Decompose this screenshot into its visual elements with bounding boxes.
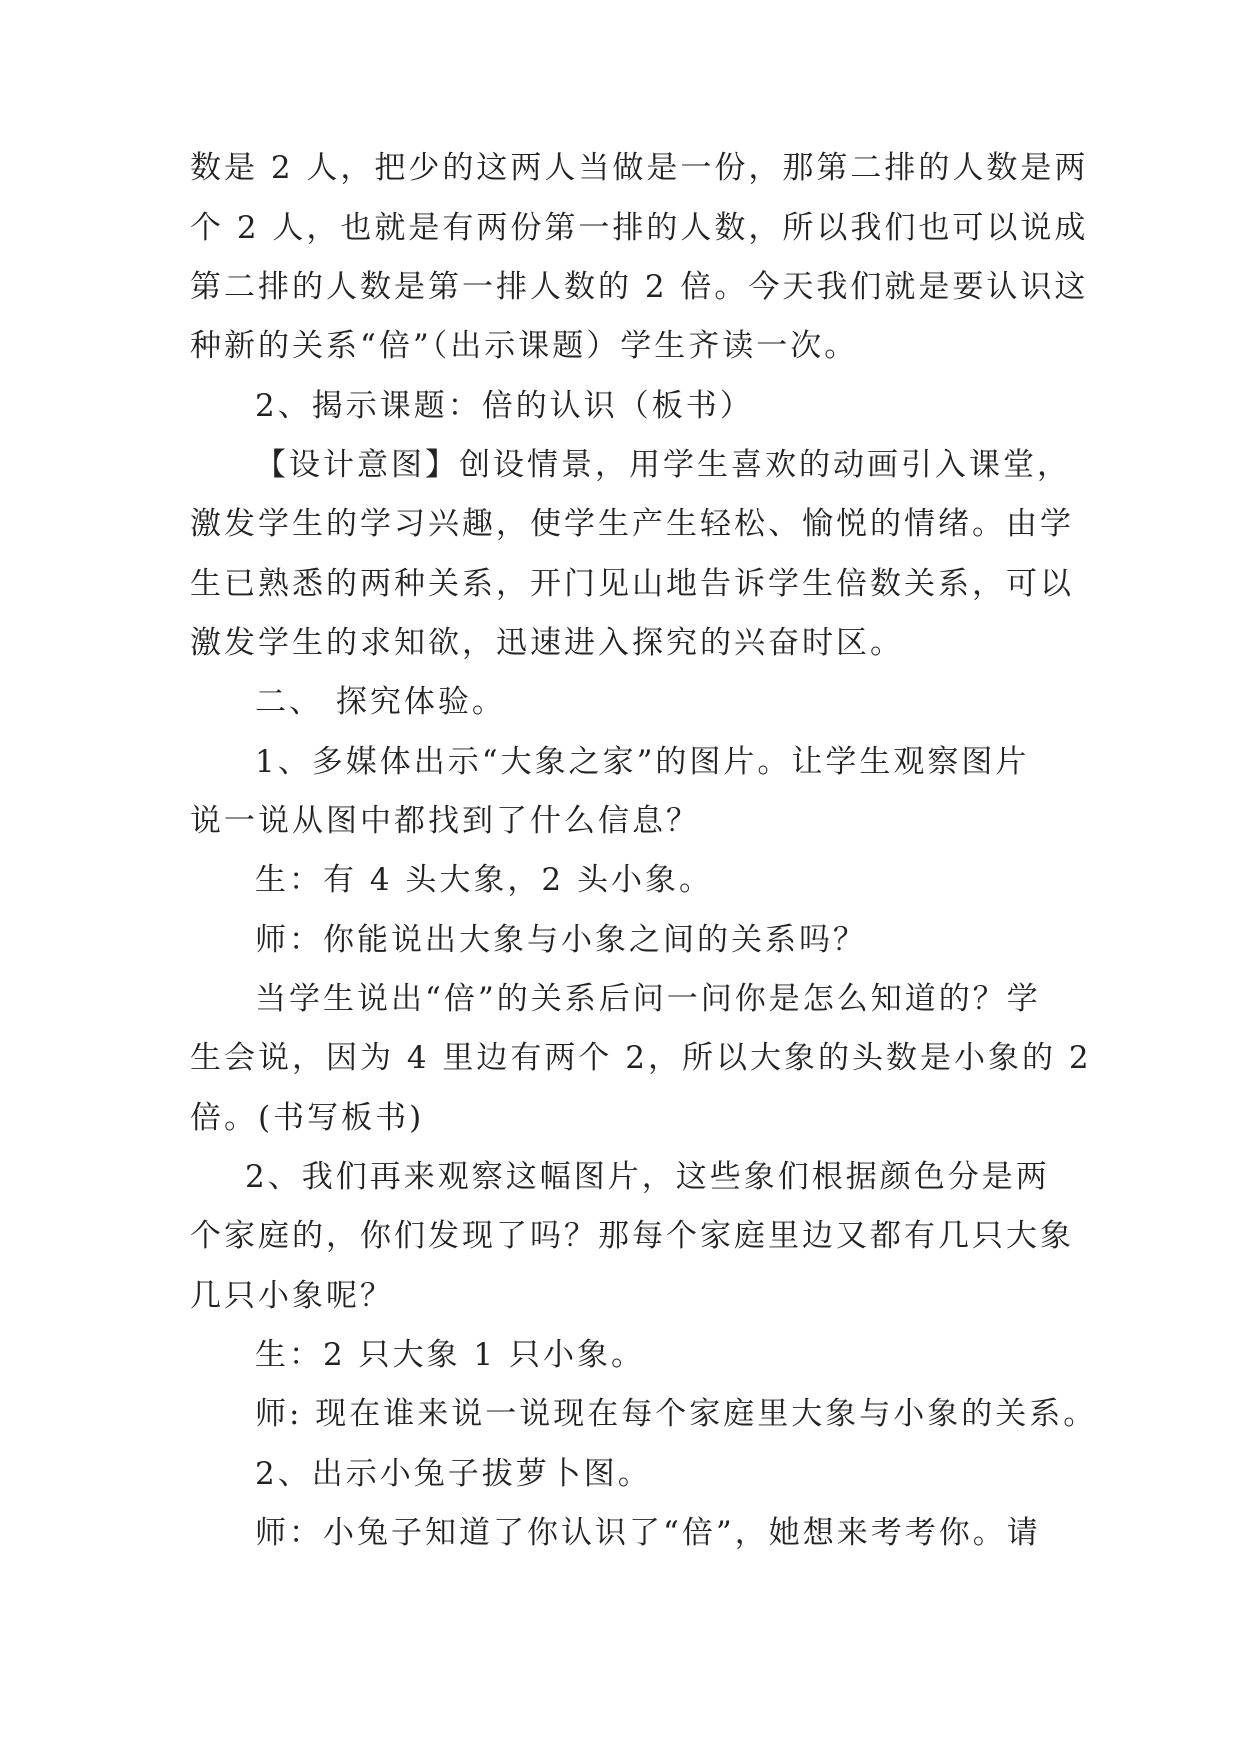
- text-line: 【设计意图】创设情景，用学生喜欢的动画引入课堂，: [255, 447, 1071, 483]
- text-line: 第二排的人数是第一排人数的 2 倍。今天我们就是要认识这: [190, 269, 1089, 305]
- text-line: 个 2 人，也就是有两份第一排的人数，所以我们也可以说成: [190, 210, 1089, 246]
- text-line: 生：2 只大象 1 只小象。: [255, 1337, 646, 1373]
- text-line: 数是 2 人，把少的这两人当做是一份，那第二排的人数是两: [190, 150, 1089, 186]
- text-line: 2、我们再来观察这幅图片，这些象们根据颜色分是两: [245, 1159, 1050, 1195]
- text-line: 师: 现在谁来说一说现在每个家庭里大象与小象的关系。: [255, 1396, 1098, 1432]
- text-line: 说一说从图中都找到了什么信息？: [190, 803, 700, 839]
- text-line: 1、多媒体出示“大象之家”的图片。让学生观察图片: [255, 744, 1030, 780]
- text-line: 师：小兔子知道了你认识了“倍”，她想来考考你。请: [255, 1515, 1041, 1551]
- text-line: 激发学生的学习兴趣，使学生产生轻松、愉悦的情绪。由学: [190, 506, 1074, 542]
- text-line: 当学生说出“倍”的关系后问一问你是怎么知道的？学: [255, 981, 1041, 1017]
- section-heading: 二、 探究体验。: [255, 684, 506, 720]
- text-line: 生会说，因为 4 里边有两个 2，所以大象的头数是小象的 2: [190, 1040, 1092, 1076]
- text-line: 师：你能说出大象与小象之间的关系吗？: [255, 922, 867, 958]
- text-line: 倍。(书写板书): [190, 1100, 425, 1136]
- text-line: 2、出示小兔子拔萝卜图。: [255, 1456, 652, 1492]
- text-line: 生：有 4 头大象，2 头小象。: [255, 862, 714, 898]
- text-line: 激发学生的求知欲，迅速进入探究的兴奋时区。: [190, 625, 904, 661]
- text-line: 生已熟悉的两种关系，开门见山地告诉学生倍数关系，可以: [190, 566, 1074, 602]
- text-line: 个家庭的，你们发现了吗？那每个家庭里边又都有几只大象: [190, 1218, 1074, 1254]
- text-line: 几只小象呢？: [190, 1278, 394, 1314]
- text-line: 2、揭示课题：倍的认识（板书）: [255, 388, 754, 424]
- text-line: 种新的关系“倍”（出示课题）学生齐读一次。: [190, 328, 859, 364]
